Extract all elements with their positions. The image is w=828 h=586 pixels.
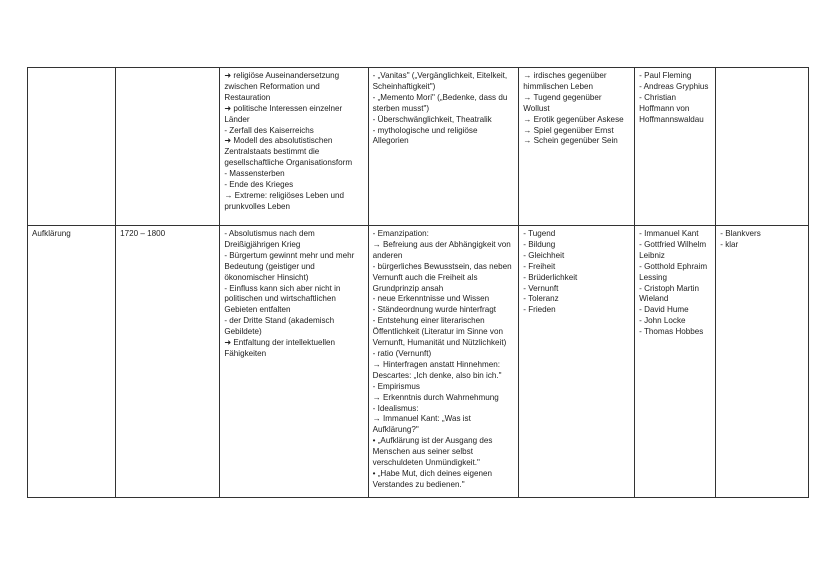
table-body xyxy=(28,68,809,498)
cell-line: - Ständeordnung wurde hinterfragt xyxy=(372,305,496,315)
cell-line: - Paul Fleming xyxy=(639,71,692,80)
cell-line: - Zerfall des Kaiserreichs xyxy=(224,125,314,135)
cell-line: - Einfluss kann sich aber nicht in politischen und wirtschaftlichen Gebieten entfalten xyxy=(224,283,341,315)
cell-line: - John Locke xyxy=(639,316,686,326)
cell-line: → Erotik gegenüber Askese xyxy=(523,114,624,124)
cell-line: - „Memento Mori" („Bedenke, dass du sterben musst") xyxy=(372,92,508,113)
cell-line: • „Habe Mut, dich deines eigenen Verstandes zu bedienen." xyxy=(372,468,493,489)
epoch-cell xyxy=(28,68,116,226)
cell-line: - Bürgertum gewinnt mehr und mehr Bedeutung (geistiger und ökonomischer Hinsicht) xyxy=(224,250,355,282)
cell-line: - Ende des Krieges xyxy=(224,180,294,190)
cell-line: ➜ politische Interessen einzelner Länder xyxy=(224,103,343,124)
cell-line: - Frieden xyxy=(523,305,556,315)
cell-line: - Idealismus: xyxy=(372,403,419,413)
cell-line: → Befreiung aus der Abhängigkeit von anderen xyxy=(372,239,511,260)
epoch-cell: Aufklärung xyxy=(28,226,116,498)
cell-line: - Cristoph Martin Wieland xyxy=(639,283,699,304)
cell-line: - Bildung xyxy=(523,239,556,249)
cell-line: - Entstehung einer literarischen Öffentlichkeit (Literatur im Sinne von Vernunft, Humanität und Nützlichkeit) xyxy=(372,316,507,348)
cell-line: → Hinterfragen anstatt Hinnehmen: Descartes: „Ich denke, also bin ich." xyxy=(372,359,502,380)
cell-line: - Emanzipation: xyxy=(372,229,429,238)
themes-cell xyxy=(519,68,635,226)
cell-line: - Gottfried Wilhelm Leibniz xyxy=(639,239,707,260)
cell-line: - mythologische und religiöse Allegorien xyxy=(372,125,478,146)
cell-line: - Überschwänglichkeit, Theatralik xyxy=(372,114,492,124)
cell-line: → Schein gegenüber Sein xyxy=(523,136,618,146)
authors-cell xyxy=(635,68,716,226)
history-cell xyxy=(220,68,368,226)
forms-cell xyxy=(716,68,809,226)
cell-line: - Absolutismus nach dem Dreißigjährigen Krieg xyxy=(224,229,315,249)
cell-line: - Andreas Gryphius xyxy=(639,81,709,91)
cell-line: • „Aufklärung ist der Ausgang des Menschen aus seiner selbst verschuldeten Unmündigkeit." xyxy=(372,436,493,468)
cell-line: - bürgerliches Bewusstsein, das neben Vernunft auch die Freiheit als Grundprinzip ansah xyxy=(372,261,512,293)
ideas-cell xyxy=(368,68,519,226)
cell-line: → Tugend gegenüber Wollust xyxy=(523,92,602,113)
cell-line: - Freiheit xyxy=(523,261,556,271)
cell-line: - Christian Hoffmann von Hoffmannswaldau xyxy=(639,92,704,124)
history-cell xyxy=(220,226,368,498)
cell-line: - Toleranz xyxy=(523,294,559,304)
cell-line: - Gotthold Ephraim Lessing xyxy=(639,261,708,282)
cell-line: - Empirismus xyxy=(372,381,420,391)
cell-line: - Thomas Hobbes xyxy=(639,327,704,337)
cell-line: - ratio (Vernunft) xyxy=(372,348,432,358)
cell-line: ➜ Modell des absolutistischen Zentralstaats bestimmt die gesellschaftliche Organisationsform xyxy=(224,136,353,168)
cell-line: - David Hume xyxy=(639,305,689,315)
cell-line: ➜ Entfaltung der intellektuellen Fähigkeiten xyxy=(224,338,336,358)
cell-line: - Tugend xyxy=(523,229,556,238)
cell-line: → irdisches gegenüber himmlischen Leben xyxy=(523,71,607,91)
epochs-table xyxy=(27,67,809,498)
cell-line: - Brüderlichkeit xyxy=(523,272,578,282)
cell-line: - Massensterben xyxy=(224,169,285,179)
cell-line: - Gleichheit xyxy=(523,250,565,260)
cell-line: → Erkenntnis durch Wahrnehmung xyxy=(372,392,499,402)
forms-cell xyxy=(716,226,809,498)
authors-cell xyxy=(635,226,716,498)
cell-line: - „Vanitas" („Vergänglichkeit, Eitelkeit, Scheinhaftigkeit") xyxy=(372,71,508,91)
ideas-cell xyxy=(368,226,519,498)
table-row xyxy=(28,68,809,226)
cell-line: → Immanuel Kant: „Was ist Aufklärung?" xyxy=(372,414,471,435)
table-row xyxy=(28,226,809,498)
cell-line: - Vernunft xyxy=(523,283,559,293)
period-cell xyxy=(116,68,220,226)
cell-line: ➜ religiöse Auseinandersetzung zwischen Reformation und Restauration xyxy=(224,71,340,102)
period-cell: 1720 – 1800 xyxy=(116,226,220,498)
cell-line: → Extreme: religiöses Leben und prunkvolles Leben xyxy=(224,190,345,211)
cell-line: → Spiel gegenüber Ernst xyxy=(523,125,614,135)
cell-line: - klar xyxy=(720,239,739,249)
cell-line: - Immanuel Kant xyxy=(639,229,699,238)
cell-line: - der Dritte Stand (akademisch Gebildete) xyxy=(224,316,335,337)
themes-cell xyxy=(519,226,635,498)
cell-line: - neue Erkenntnisse und Wissen xyxy=(372,294,490,304)
cell-line: - Blankvers xyxy=(720,229,761,238)
